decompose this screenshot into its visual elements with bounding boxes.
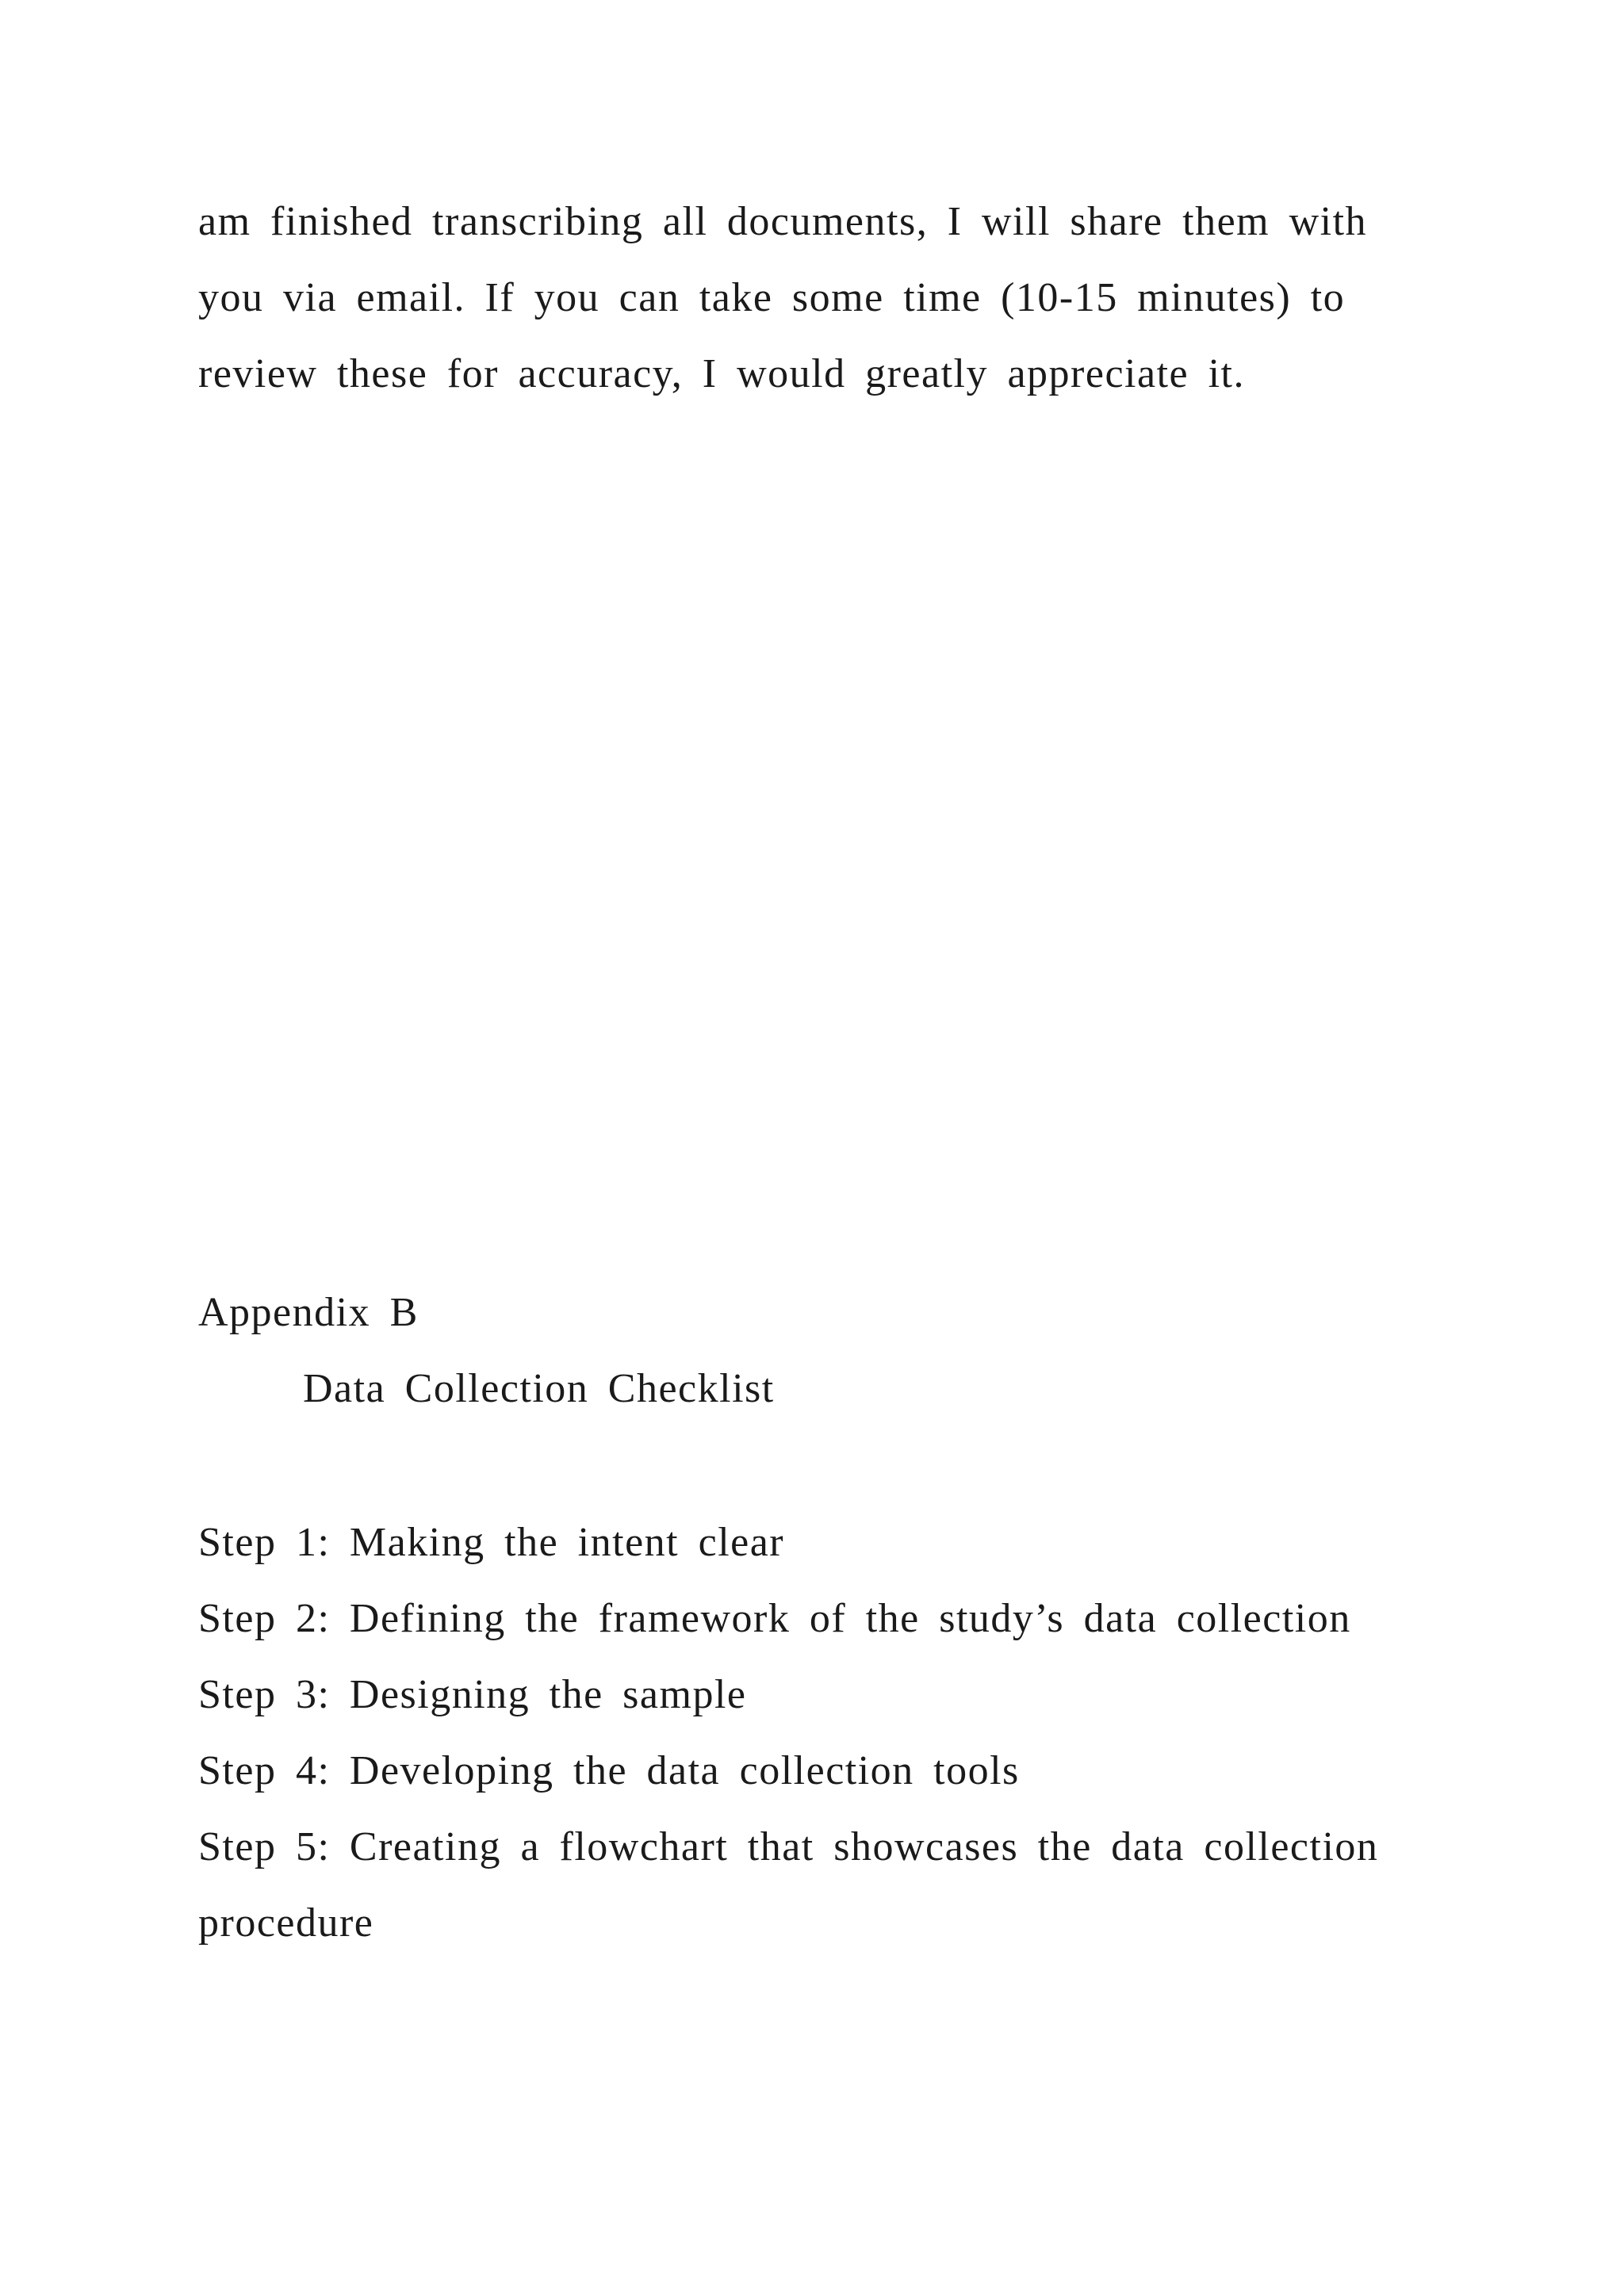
paragraph-line: review these for accuracy, I would greatly appreciate it.: [198, 351, 1245, 396]
paragraph-line: am finished transcribing all documents, I will share them with: [198, 199, 1368, 244]
step-text-continuation: procedure: [198, 1900, 374, 1946]
paragraph-line: you via email. If you can take some time (10-15 minutes) to: [198, 275, 1346, 320]
checklist-step-5: [198, 1809, 1435, 1961]
checklist-step-3: [198, 1657, 1435, 1733]
checklist: [198, 1505, 1435, 1961]
checklist-step-4: [198, 1733, 1435, 1809]
step-text: Step 1: Making the intent clear: [198, 1520, 785, 1565]
step-text: Step 2: Defining the framework of the study’s data collection: [198, 1596, 1351, 1641]
appendix-label: Appendix B: [198, 1290, 419, 1335]
checklist-step-1: [198, 1505, 1435, 1581]
step-text: Step 3: Designing the sample: [198, 1672, 747, 1717]
body-paragraph: [198, 184, 1419, 412]
step-text: Step 5: Creating a flowchart that showcases the data collection: [198, 1824, 1379, 1869]
checklist-step-2: [198, 1581, 1435, 1657]
step-text: Step 4: Developing the data collection tools: [198, 1748, 1020, 1793]
appendix-title: Data Collection Checklist: [303, 1366, 775, 1411]
